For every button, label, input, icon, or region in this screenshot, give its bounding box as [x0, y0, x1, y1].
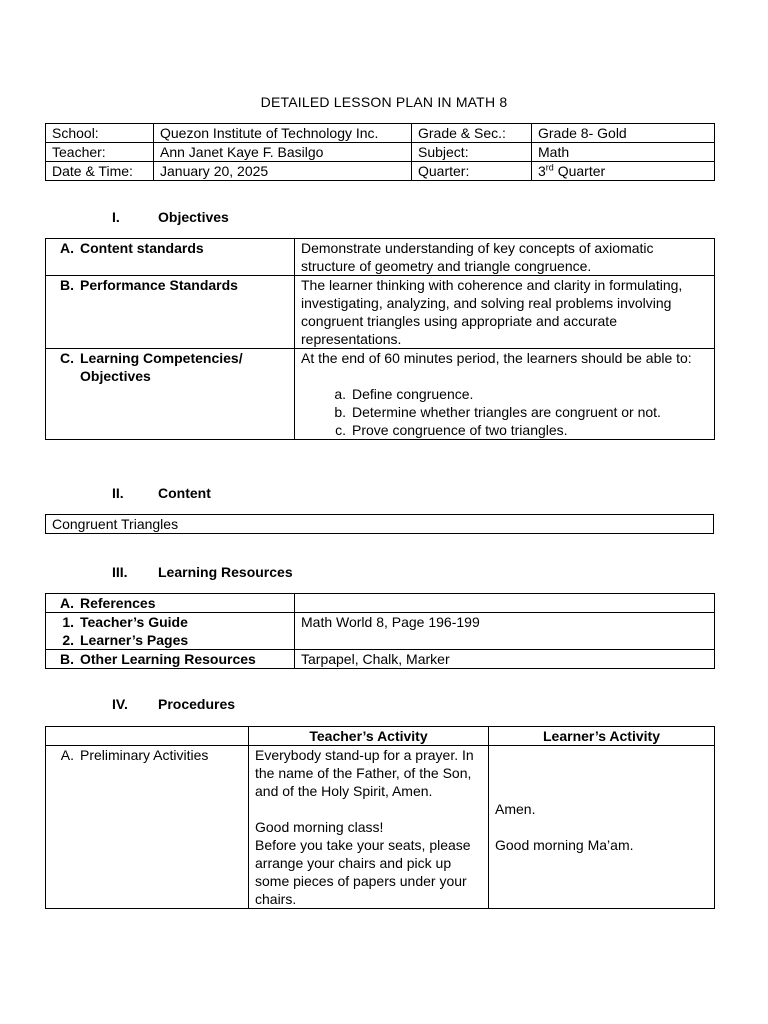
document-title: DETAILED LESSON PLAN IN MATH 8 [260, 94, 508, 110]
references-value [295, 594, 715, 613]
teacher-value: Ann Janet Kaye F. Basilgo [154, 143, 412, 162]
list-letter: a. [334, 386, 346, 402]
competencies-intro: At the end of 60 minutes period, the learners should be able to: [301, 350, 692, 366]
references-label [46, 594, 295, 613]
item-letter: A. [60, 747, 74, 763]
performance-standards-text: The learner thinking with coherence and clarity in formulating, investigating, analyzing, and solving real problems involving congruent triangles using appropriate and accurate representations. [295, 276, 715, 349]
school-value: Quezon Institute of Technology Inc. [154, 124, 412, 143]
quarter-number: 3 [538, 163, 546, 179]
item-label: References [80, 595, 156, 611]
subject-label: Subject: [412, 143, 532, 162]
guides-value: Math World 8, Page 196-199 [295, 613, 715, 650]
list-item [301, 403, 708, 421]
item-letter: C. [60, 350, 74, 366]
section-title: Content [158, 485, 211, 501]
other-resources-value: Tarpapel, Chalk, Marker [295, 650, 715, 669]
grade-label: Grade & Sec.: [412, 124, 532, 143]
procedures-header-blank [46, 727, 249, 746]
section-objectives-heading [112, 209, 229, 225]
procedures-table [45, 726, 715, 909]
section-title: Procedures [158, 696, 236, 712]
list-letter: b. [334, 404, 346, 420]
date-value: January 20, 2025 [154, 162, 412, 181]
section-number: I. [112, 209, 120, 225]
item-label: Learning Competencies/ Objectives [80, 350, 243, 384]
content-standards-text: Demonstrate understanding of key concepts of axiomatic structure of geometry and triangle congruence. [295, 239, 715, 276]
section-title: Objectives [158, 209, 229, 225]
teacher-activity-header: Teacher’s Activity [249, 727, 489, 746]
teacher-instruction-text: Before you take your seats, please arrange your chairs and pick up some pieces of papers under your chairs. [255, 837, 471, 907]
item-number: 2. [62, 632, 74, 648]
list-item [301, 385, 708, 403]
school-label: School: [46, 124, 154, 143]
section-title: Learning Resources [158, 564, 293, 580]
item-label: Preliminary Activities [80, 747, 209, 763]
item-letter: B. [60, 277, 74, 293]
learning-competencies-text [295, 349, 715, 440]
list-letter: c. [335, 422, 346, 438]
section-resources-heading [112, 564, 293, 580]
content-table [45, 514, 714, 534]
item-letter: A. [60, 595, 74, 611]
section-number: II. [112, 485, 124, 501]
quarter-label: Quarter: [412, 162, 532, 181]
objectives-list [301, 385, 708, 439]
item-letter: A. [60, 240, 74, 256]
header-table [45, 123, 715, 181]
learner-activity-header: Learner’s Activity [489, 727, 715, 746]
teacher-label: Teacher: [46, 143, 154, 162]
item-label: Other Learning Resources [80, 651, 256, 667]
quarter-word: Quarter [553, 163, 606, 179]
quarter-suffix: rd [545, 162, 554, 173]
item-label: Performance Standards [80, 277, 238, 293]
performance-standards-label [46, 276, 295, 349]
learner-amen-text: Amen. [495, 801, 536, 817]
item-number: 1. [62, 614, 74, 630]
item-label: Learner’s Pages [80, 632, 189, 648]
list-text: Determine whether triangles are congruent or not. [352, 404, 661, 420]
guides-label [46, 613, 295, 650]
section-content-heading [112, 485, 211, 501]
content-text: Congruent Triangles [46, 515, 714, 534]
learner-greeting-text: Good morning Ma’am. [495, 837, 634, 853]
section-number: III. [112, 564, 128, 580]
list-text: Prove congruence of two triangles. [352, 422, 568, 438]
section-number: IV. [112, 696, 128, 712]
subject-value: Math [532, 143, 715, 162]
list-text: Define congruence. [352, 386, 474, 402]
learner-activity-cell [489, 746, 715, 909]
learning-competencies-label [46, 349, 295, 440]
content-standards-label [46, 239, 295, 276]
teacher-greeting-text: Good morning class! [255, 819, 384, 835]
preliminary-activities-label [46, 746, 249, 909]
objectives-table [45, 238, 715, 440]
list-item [301, 421, 708, 439]
section-procedures-heading [112, 696, 235, 712]
other-resources-label [46, 650, 295, 669]
date-label: Date & Time: [46, 162, 154, 181]
teacher-prayer-text: Everybody stand-up for a prayer. In the name of the Father, of the Son, and of the Holy Spirit, Amen. [255, 747, 474, 799]
grade-value: Grade 8- Gold [532, 124, 715, 143]
item-label: Content standards [80, 240, 204, 256]
item-letter: B. [60, 651, 74, 667]
resources-table [45, 593, 715, 669]
item-label: Teacher’s Guide [80, 614, 188, 630]
quarter-value [532, 162, 715, 181]
teacher-activity-cell [249, 746, 489, 909]
